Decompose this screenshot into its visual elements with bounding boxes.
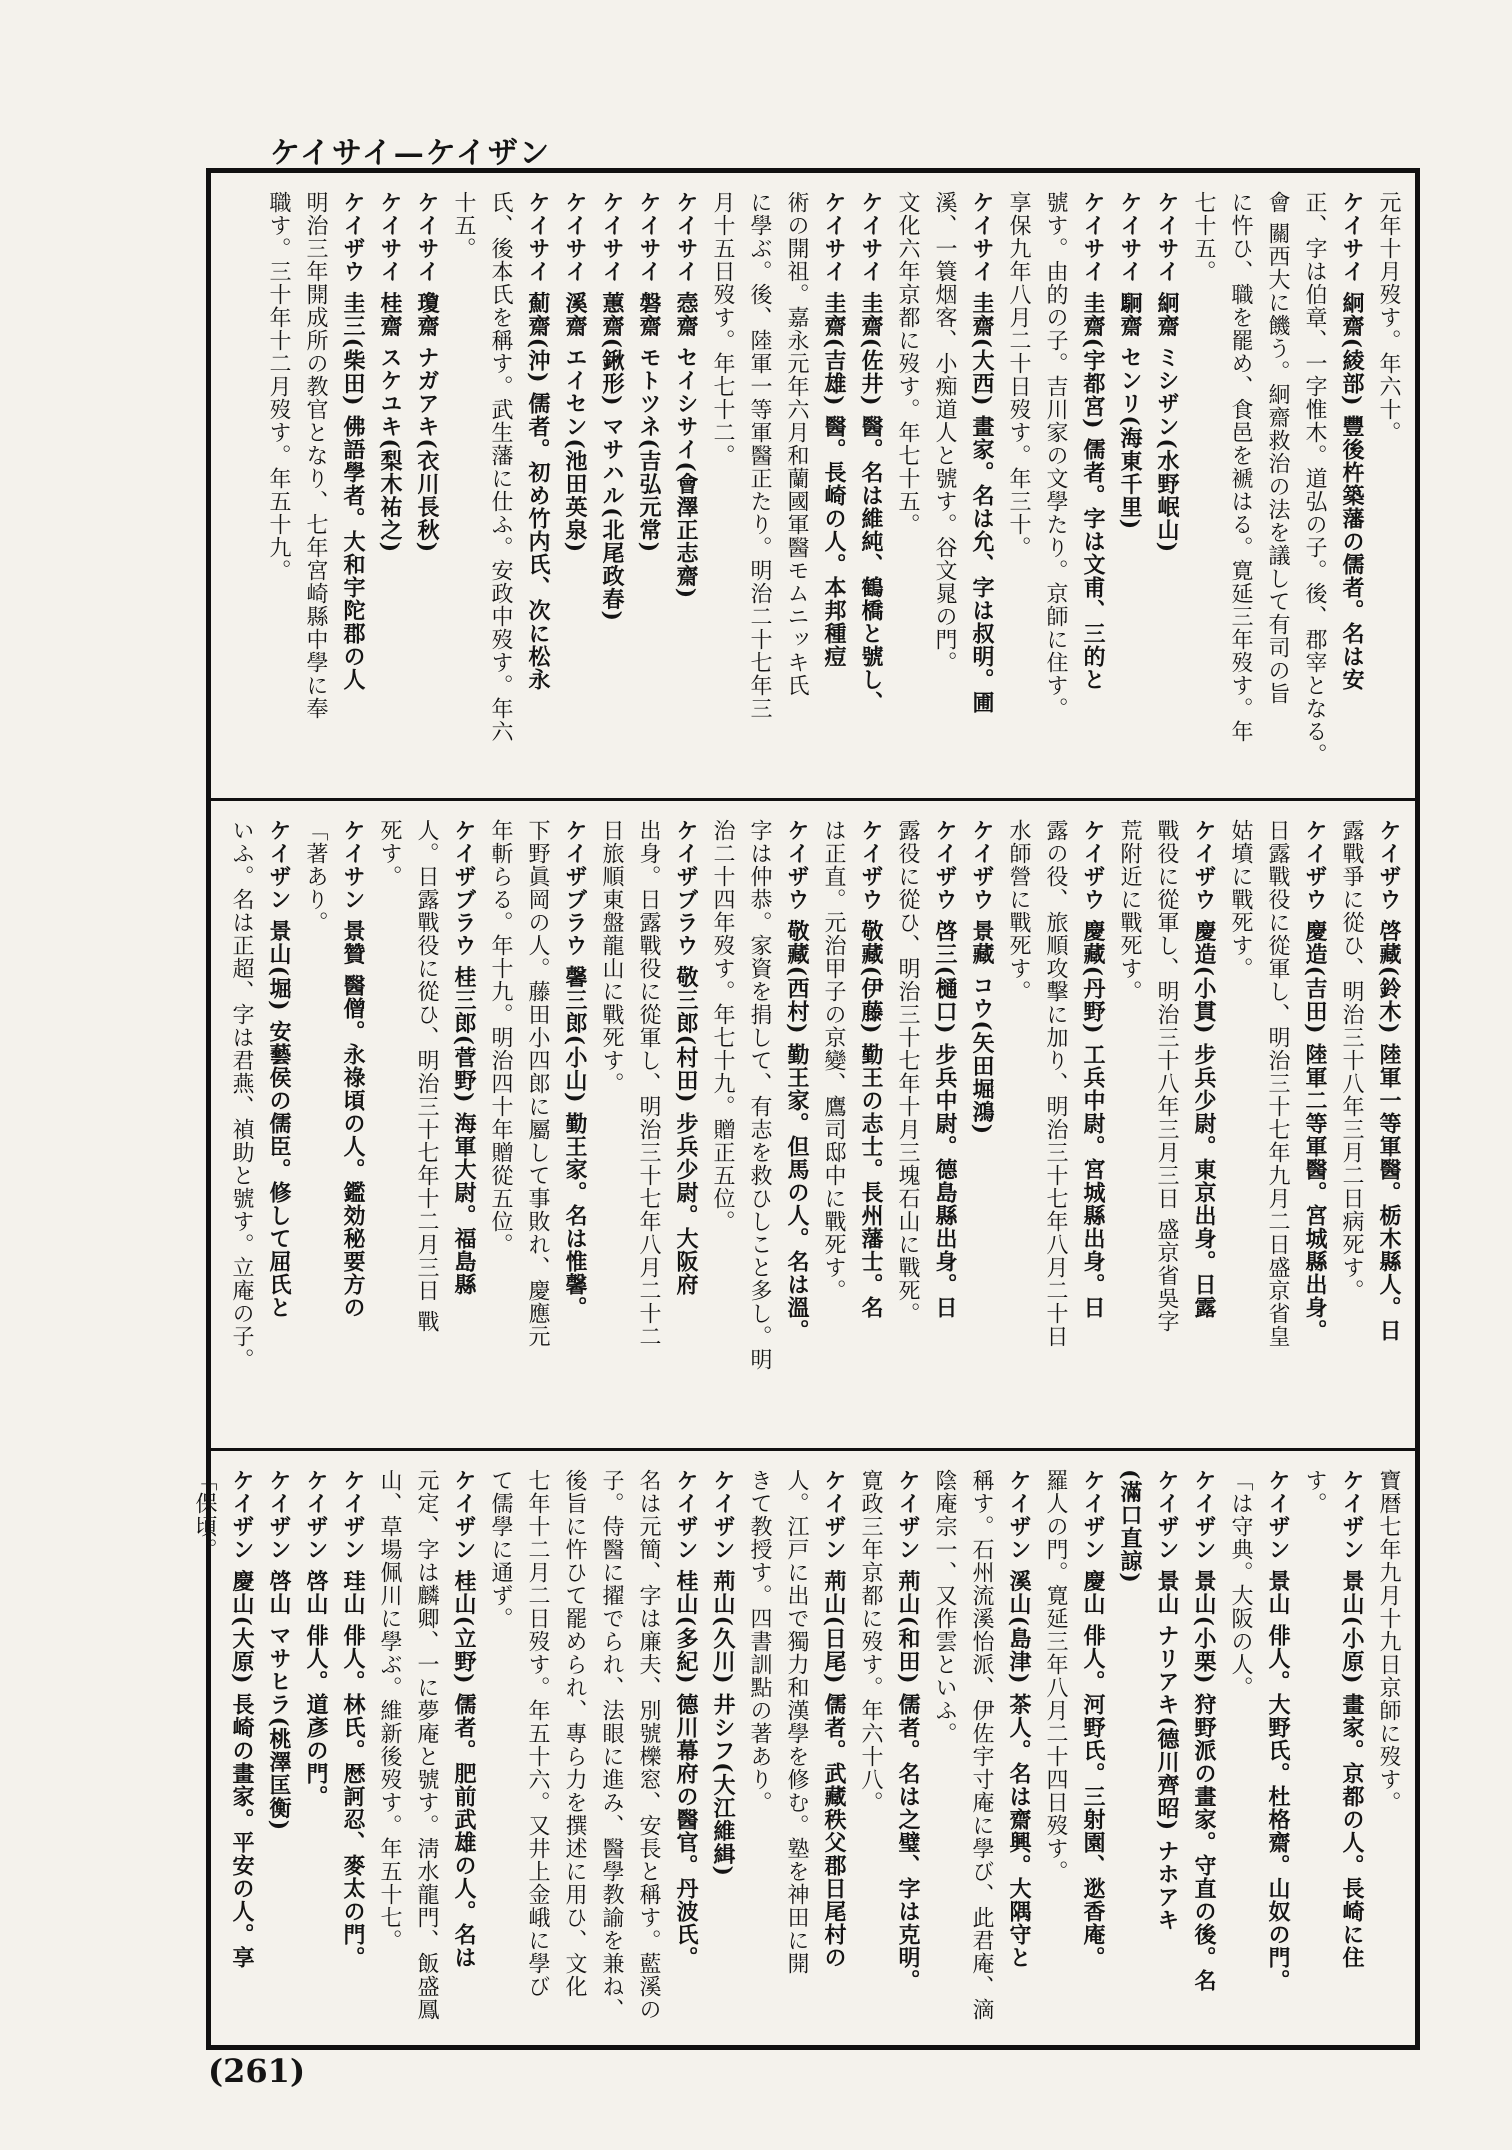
entry-heading-column: ケイザン 桂山(立野) 儒者。肥前武雄の人。名は xyxy=(451,1469,477,1970)
entry-heading-column: ケイザウ 景藏 コウ(矢田堀鴻) xyxy=(969,819,995,1136)
entry-text-column: 人。江戸に出で獨力和漢學を修む。塾を神田に開 xyxy=(784,1469,809,1975)
entry-heading-column: (滿口直諒) xyxy=(1117,1469,1143,1584)
entry-heading-column: ケイサイ 薊齋(沖) 儒者。初め竹内氏、次に松永 xyxy=(525,191,551,692)
entry-text-column: 明治三年開成所の教官となり、七年宮崎縣中學に奉 xyxy=(303,191,328,720)
entry-text-column: 荒附近に戰死す。 xyxy=(1117,819,1142,1003)
entry-text-column: 子。侍醫に擢でられ、法眼に進み、醫學教諭を兼ね、 xyxy=(599,1469,624,2021)
entry-text-column: 「著あり。 xyxy=(303,819,328,934)
entry-text-column: 戰役に從軍し、明治三十八年三月三日 盛京省吳字 xyxy=(1154,819,1179,1333)
entry-text-column: 文化六年京都に歿す。年七十五。 xyxy=(895,191,920,536)
entry-text-column: 「保頃。 xyxy=(192,1469,217,1561)
entry-heading-column: ケイザン 景山(小原) 畫家。京都の人。長崎に住 xyxy=(1339,1469,1365,1970)
entry-heading-column: ケイザン 景山(堀) 安藝侯の儒臣。修して屈氏と xyxy=(266,819,292,1320)
entry-heading-column: ケイサイ 悫齋 セイシサイ(會澤正志齋) xyxy=(673,191,699,600)
entry-text-column: に學ぶ。後、陸軍一等軍醫正たり。明治二十七年三 xyxy=(747,191,772,720)
entry-text-column: 溪、一簑烟客、小痴道人と號す。谷文晁の門。 xyxy=(932,191,957,674)
entry-text-column: 號す。由的の子。吉川家の文學たり。京師に住す。 xyxy=(1043,191,1068,720)
entry-text-column: 職す。三十年十二月歿す。年五十九。 xyxy=(266,191,291,582)
entry-text-column: に忤ひ、職を罷め、食邑を褫はる。寛延三年歿す。年 xyxy=(1228,191,1253,743)
entry-text-column: 正、字は伯章、一字惟木。道弘の子。後、郡宰となる。 xyxy=(1302,191,1327,766)
entry-heading-column: ケイザン 溪山(島津) 茶人。名は齋興。大隅守と xyxy=(1006,1469,1032,1970)
entry-text-column: 露戰爭に從ひ、明治三十八年三月二日病死す。 xyxy=(1339,819,1364,1302)
entry-text-column: 元定、字は麟卿、一に夢庵と號す。淸水龍門、飯盛鳳 xyxy=(414,1469,439,2021)
entry-text-column: 死す。 xyxy=(377,819,402,888)
entry-text-column: 出身。日露戰役に從軍し、明治三十七年八月二十二 xyxy=(636,819,661,1348)
running-head: ケイサイ—ケイザン xyxy=(270,136,552,171)
entry-heading-column: ケイサン 景贊 醫僧。永祿頃の人。鑑効秘要方の xyxy=(340,819,366,1320)
page-number: (261) xyxy=(208,2052,306,2090)
entry-heading-column: ケイザン 景山(小栗) 狩野派の畫家。守直の後。名 xyxy=(1191,1469,1217,1993)
entry-text-column: 術の開祖。嘉永元年六月和蘭國軍醫モムニッキ氏 xyxy=(784,191,809,697)
entry-heading-column: ケイザン 荊山(日尾) 儒者。武藏秩父郡日尾村の xyxy=(821,1469,847,1970)
entry-heading-column: ケイサイ 溪齋 エイセン(池田英泉) xyxy=(562,191,588,554)
entry-heading-column: ケイサイ 絅齋 ミシザン(水野岷山) xyxy=(1154,191,1180,554)
tier-top xyxy=(211,173,1415,801)
entry-text-column: 水師營に戰死す。 xyxy=(1006,819,1031,1003)
entry-heading-column: ケイザン 桂山(多紀) 德川幕府の醫官。丹波氏。 xyxy=(673,1469,699,1970)
entry-text-column: 元年十月歿す。年六十。 xyxy=(1376,191,1401,444)
entry-heading-column: ケイザウ 啓三(樋口) 步兵中尉。德島縣出身。日 xyxy=(932,819,958,1320)
entry-heading-column: ケイザウ 敬藏(西村) 勤王家。但馬の人。名は溫。 xyxy=(784,819,810,1343)
entry-text-column: 「は守典。大阪の人。 xyxy=(1228,1469,1253,1699)
entry-text-column: て儒學に通ず。 xyxy=(488,1469,513,1630)
tier-bottom xyxy=(192,1451,1415,2045)
entry-text-column: 露役に從ひ、明治三十七年十月三塊石山に戰死。 xyxy=(895,819,920,1325)
entry-heading-column: ケイサイ 圭齋(大西) 畫家。名は允、字は叔明。圃 xyxy=(969,191,995,715)
entry-heading-column: ケイザン 啓山 マサヒラ(桃澤匡衡) xyxy=(266,1469,292,1832)
entry-heading-column: ケイサイ 磐齋 モトツネ(吉弘元常) xyxy=(636,191,662,554)
entry-heading-column: ケイサイ 圭齋(宇都宮) 儒者。字は文甫、三的と xyxy=(1080,191,1106,692)
entry-heading-column: ケイザブラウ 馨三郎(小山) 勤王家。名は惟馨。 xyxy=(562,819,588,1320)
entry-heading-column: ケイサイ 蕙齋(鍬形) マサハル(北尾政春) xyxy=(599,191,625,622)
entry-text-column: 人。日露戰役に從ひ、明治三十七年十二月三日 戰 xyxy=(414,819,439,1333)
entry-text-column: 享保九年八月二十日歿す。年三十。 xyxy=(1006,191,1031,559)
entry-text-column: 氏、後本氏を稱す。武生藩に仕ふ。安政中歿す。年六 xyxy=(488,191,513,743)
entry-heading-column: ケイサイ 瓊齋 ナガアキ(衣川長秋) xyxy=(414,191,440,554)
entry-text-column: は正直。元治甲子の京變、鷹司邸中に戰死す。 xyxy=(821,819,846,1302)
entry-heading-column: ケイザウ 圭三(柴田) 佛語學者。大和宇陀郡の人 xyxy=(340,191,366,692)
entry-heading-column: ケイサイ 圭齋(吉雄) 醫。長崎の人。本邦種痘 xyxy=(821,191,847,669)
entry-heading-column: ケイザウ 啓藏(鈴木) 陸軍一等軍醫。栃木縣人。日 xyxy=(1376,819,1402,1343)
entry-heading-column: ケイザウ 慶造(吉田) 陸軍二等軍醫。宮城縣出身。 xyxy=(1302,819,1328,1343)
entry-text-column: きて教授す。四書訓點の著あり。 xyxy=(747,1469,772,1814)
entry-heading-column: ケイザン 慶山 俳人。河野氏。三射園、逖香庵。 xyxy=(1080,1469,1106,1970)
entry-text-column: 日露戰役に從軍し、明治三十七年九月二日盛京省皇 xyxy=(1265,819,1290,1348)
entry-text-column: 稱す。石州流溪怡派、伊佐宇寸庵に學び、此君庵、滴 xyxy=(969,1469,994,2021)
entry-text-column: いふ。名は正超、字は君燕、禎助と號す。立庵の子。 xyxy=(229,819,254,1371)
entry-text-column: 年斬らる。年十九。明治四十年贈從五位。 xyxy=(488,819,513,1256)
entry-heading-column: ケイザブラウ 桂三郎(菅野) 海軍大尉。福島縣 xyxy=(451,819,477,1297)
entry-text-column: 治二十四年歿す。年七十九。贈正五位。 xyxy=(710,819,735,1233)
entry-text-column: 後旨に忤ひて罷められ、專ら力を撰述に用ひ、文化 xyxy=(562,1469,587,1998)
entry-text-column: 日旅順東盤龍山に戰死す。 xyxy=(599,819,624,1095)
entry-text-column: 露の役、旅順攻擊に加り、明治三十七年八月二十日 xyxy=(1043,819,1068,1348)
entry-heading-column: ケイザン 啓山 俳人。道彥の門。 xyxy=(303,1469,329,1809)
entry-heading-column: ケイザン 珪山 俳人。林氏。厯訶忍、麥太の門。 xyxy=(340,1469,366,1970)
entry-heading-column: ケイザウ 慶造(小貫) 步兵少尉。東京出身。日露 xyxy=(1191,819,1217,1320)
entry-heading-column: ケイザブラウ 敬三郎(村田) 步兵少尉。大阪府 xyxy=(673,819,699,1297)
entry-heading-column: ケイザウ 敬藏(伊藤) 勤王の志士。長州藩士。名 xyxy=(858,819,884,1320)
entry-text-column: 月十五日歿す。年七十二。 xyxy=(710,191,735,467)
entry-heading-column: ケイサイ 駉齋 センリ(海東千里) xyxy=(1117,191,1143,531)
entry-text-column: 山、草場佩川に學ぶ。維新後歿す。年五十七。 xyxy=(377,1469,402,1952)
entry-text-column: 十五。 xyxy=(451,191,476,260)
tier-middle xyxy=(211,801,1415,1451)
entry-heading-column: ケイサイ 圭齋(佐井) 醫。名は維純、鶴橋と號し、 xyxy=(858,191,884,715)
entry-text-column: 寶暦七年九月十九日京師に歿す。 xyxy=(1376,1469,1401,1814)
entry-heading-column: ケイザウ 慶藏(丹野) 工兵中尉。宮城縣出身。日 xyxy=(1080,819,1106,1320)
entry-heading-column: ケイザン 荊山(和田) 儒者。名は之璧、字は克明。 xyxy=(895,1469,921,1993)
dictionary-frame xyxy=(192,168,1420,2050)
entry-heading-column: ケイサイ 桂齋 スケユキ(梨木祐之) xyxy=(377,191,403,554)
entry-heading-column: ケイザン 荊山(久川) 井シフ(大江維緝) xyxy=(710,1469,736,1877)
entry-text-column: 陰庵宗一、又作雲といふ。 xyxy=(932,1469,957,1745)
entry-text-column: 七年十二月二日歿す。年五十六。又井上金峨に學び xyxy=(525,1469,550,1998)
entry-text-column: す。 xyxy=(1302,1469,1327,1515)
entry-text-column: 字は仲恭。家資を捐して、有志を救ひしこと多し。明 xyxy=(747,819,772,1371)
entry-text-column: 寛政三年京都に歿す。年六十八。 xyxy=(858,1469,883,1814)
entry-text-column: 名は元簡、字は廉夫、別號櫟窓、安長と稱す。藍溪の xyxy=(636,1469,661,2021)
entry-heading-column: ケイザン 景山 俳人。大野氏。杜格齋。山奴の門。 xyxy=(1265,1469,1291,1993)
entry-text-column: 姑墳に戰死す。 xyxy=(1228,819,1253,980)
entry-heading-column: ケイザン 慶山(大原) 長崎の畫家。平安の人。享 xyxy=(229,1469,255,1970)
entry-heading-column: ケイザン 景山 ナリアキ(德川齊昭) ナホアキ xyxy=(1154,1469,1180,1932)
entry-text-column: 會 關西大に饑う。絅齋救治の法を議して有司の旨 xyxy=(1265,191,1290,705)
entry-text-column: 七十五。 xyxy=(1191,191,1216,283)
entry-text-column: 羅人の門。寛延三年八月二十四日歿す。 xyxy=(1043,1469,1068,1883)
entry-heading-column: ケイサイ 絅齋(綾部) 豐後杵築藩の儒者。名は安 xyxy=(1339,191,1365,692)
entry-text-column: 下野眞岡の人。藤田小四郎に屬して事敗れ、慶應元 xyxy=(525,819,550,1348)
